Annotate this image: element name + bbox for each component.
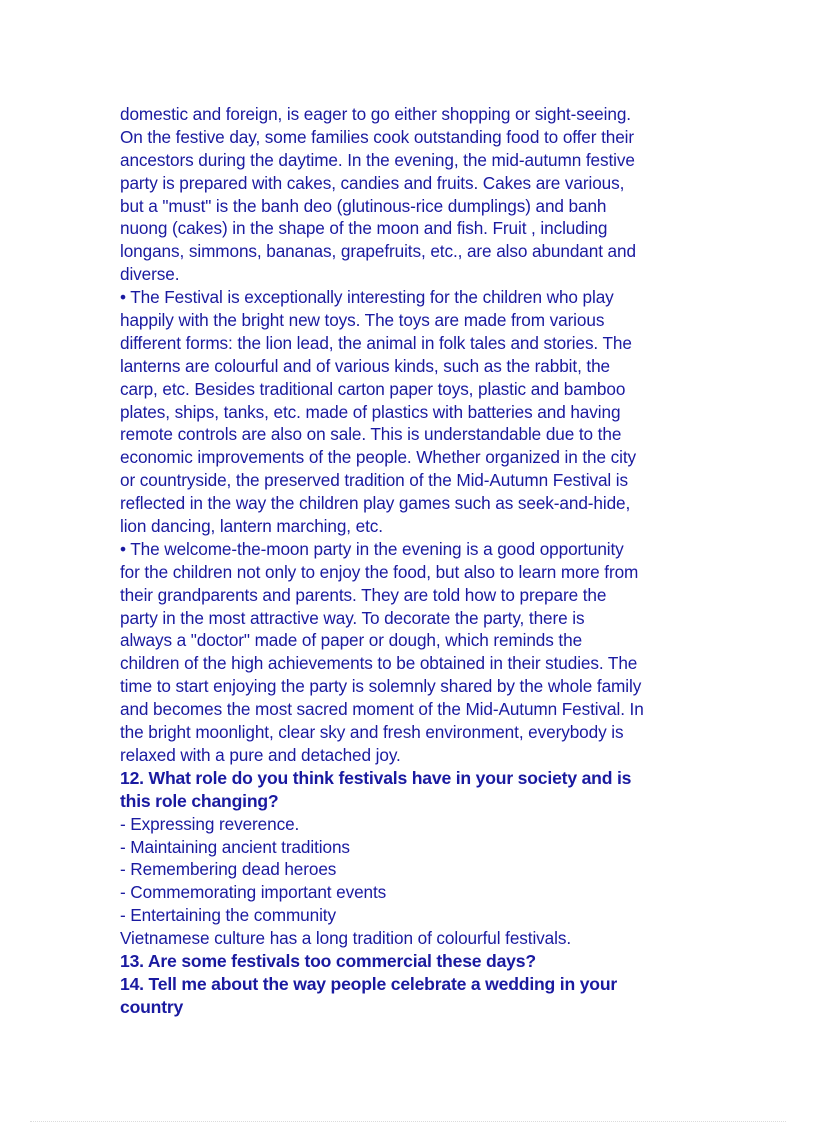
text-line: time to start enjoying the party is solemnly shared by the whole family	[120, 676, 642, 697]
text-line: children of the high achievements to be obtained in their studies. The	[120, 653, 638, 674]
text-line: and becomes the most sacred moment of the Mid-Autumn Festival. In	[120, 699, 644, 720]
list-item: - Commemorating important events	[120, 882, 387, 903]
text-line: lion dancing, lantern marching, etc.	[120, 516, 383, 537]
paragraph-festive-food	[120, 103, 705, 286]
text-line: the bright moonlight, clear sky and fresh environment, everybody is	[120, 722, 624, 743]
text-line: always a "doctor" made of paper or dough, which reminds the	[120, 630, 583, 651]
heading-line: this role changing?	[120, 790, 279, 811]
list-item: - Expressing reverence.	[120, 813, 300, 834]
answer-12-list	[120, 813, 705, 950]
list-item: - Remembering dead heroes	[120, 859, 337, 880]
text-line: carp, etc. Besides traditional carton paper toys, plastic and bamboo	[120, 378, 626, 399]
paragraph-moon-party	[120, 538, 705, 767]
text-line: lanterns are colourful and of various kinds, such as the rabbit, the	[120, 355, 611, 376]
text-line: party in the most attractive way. To decorate the party, there is	[120, 607, 585, 628]
list-item: - Maintaining ancient traditions	[120, 836, 350, 857]
heading-line: country	[120, 996, 184, 1017]
text-line: or countryside, the preserved tradition of the Mid-Autumn Festival is	[120, 470, 629, 491]
text-line: happily with the bright new toys. The toys are made from various	[120, 310, 605, 331]
text-line: different forms: the lion lead, the animal in folk tales and stories. The	[120, 332, 632, 353]
text-line: nuong (cakes) in the shape of the moon and fish. Fruit , including	[120, 218, 608, 239]
question-13-heading: 13. Are some festivals too commercial these days?	[120, 950, 536, 971]
text-line: reflected in the way the children play games such as seek-and-hide,	[120, 493, 631, 514]
heading-line: 14. Tell me about the way people celebrate a wedding in your	[120, 973, 618, 994]
text-line: • The Festival is exceptionally interesting for the children who play	[120, 287, 614, 308]
question-12-heading	[120, 767, 705, 813]
text-line: their grandparents and parents. They are told how to prepare the	[120, 584, 607, 605]
text-line: for the children not only to enjoy the food, but also to learn more from	[120, 561, 639, 582]
text-line: diverse.	[120, 264, 180, 285]
answer-12-summary: Vietnamese culture has a long tradition of colourful festivals.	[120, 928, 572, 949]
text-line: domestic and foreign, is eager to go either shopping or sight-seeing.	[120, 104, 631, 124]
heading-line: 12. What role do you think festivals have in your society and is	[120, 767, 632, 788]
text-line: On the festive day, some families cook outstanding food to offer their	[120, 126, 635, 147]
text-line: ancestors during the daytime. In the evening, the mid-autumn festive	[120, 149, 635, 170]
page-bottom-divider	[30, 1121, 786, 1122]
question-14-heading	[120, 973, 705, 1019]
text-line: party is prepared with cakes, candies and fruits. Cakes are various,	[120, 172, 625, 193]
text-line: plates, ships, tanks, etc. made of plastics with batteries and having	[120, 401, 621, 422]
document-page	[120, 103, 705, 1019]
text-line: but a "must" is the banh deo (glutinous-rice dumplings) and banh	[120, 195, 607, 216]
text-line: remote controls are also on sale. This is understandable due to the	[120, 424, 622, 445]
text-line: relaxed with a pure and detached joy.	[120, 744, 401, 765]
text-line: longans, simmons, bananas, grapefruits, etc., are also abundant and	[120, 241, 636, 262]
paragraph-children-toys	[120, 286, 705, 538]
text-line: • The welcome-the-moon party in the evening is a good opportunity	[120, 538, 624, 559]
text-line: economic improvements of the people. Whether organized in the city	[120, 447, 636, 468]
list-item: - Entertaining the community	[120, 905, 336, 926]
